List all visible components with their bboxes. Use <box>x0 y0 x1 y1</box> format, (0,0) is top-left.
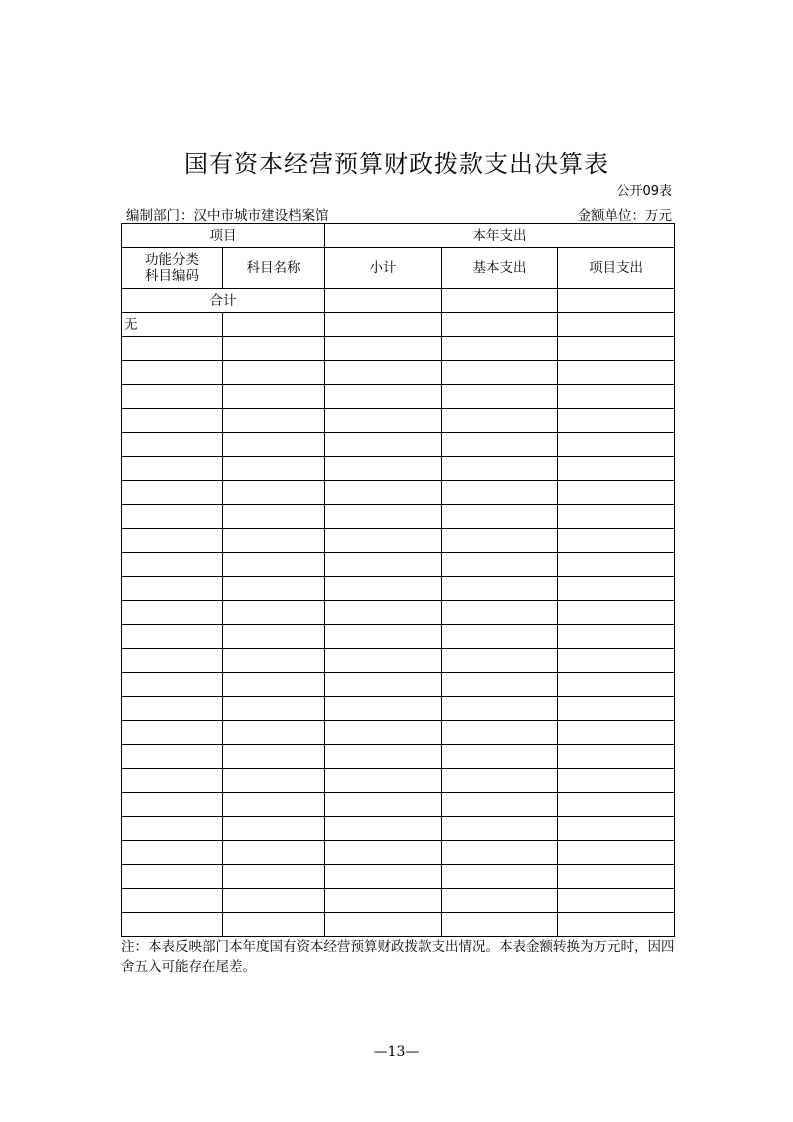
table-row <box>122 481 675 505</box>
table-row <box>122 769 675 793</box>
table-cell <box>325 361 442 385</box>
table-cell <box>223 361 325 385</box>
table-cell <box>122 721 223 745</box>
footnote: 注：本表反映部门本年度国有资本经营预算财政拨款支出情况。本表金额转换为万元时，因四舍五入可能存在尾差。 <box>121 939 675 975</box>
table-row <box>122 505 675 529</box>
table-cell <box>223 601 325 625</box>
table-cell <box>223 817 325 841</box>
page-number: —13— <box>373 1044 420 1060</box>
table-cell <box>223 433 325 457</box>
table-cell <box>122 841 223 865</box>
table-row <box>122 625 675 649</box>
table-cell <box>442 649 558 673</box>
table-cell <box>223 673 325 697</box>
table-cell <box>442 721 558 745</box>
table-total-row <box>122 289 675 313</box>
table-row <box>122 577 675 601</box>
table-cell <box>558 457 675 481</box>
header-basic: 基本支出 <box>442 248 558 289</box>
table-cell <box>223 529 325 553</box>
table-row <box>122 673 675 697</box>
table-cell <box>223 337 325 361</box>
table-cell <box>223 625 325 649</box>
table-cell <box>122 673 223 697</box>
unit-label: 金额单位：万元 <box>577 208 672 224</box>
table-cell <box>122 337 223 361</box>
table-cell <box>558 433 675 457</box>
table-cell <box>325 529 442 553</box>
table-cell <box>442 841 558 865</box>
table-row <box>122 385 675 409</box>
page-title: 国有资本经营预算财政拨款支出决算表 <box>184 150 609 178</box>
table-cell <box>558 481 675 505</box>
table-cell <box>122 745 223 769</box>
header-name: 科目名称 <box>223 248 325 289</box>
table-cell <box>558 505 675 529</box>
table-cell <box>122 457 223 481</box>
table-cell <box>558 529 675 553</box>
table-cell <box>325 385 442 409</box>
table-row <box>122 553 675 577</box>
total-label: 合计 <box>122 289 325 313</box>
table-cell <box>442 817 558 841</box>
table-cell <box>325 313 442 337</box>
table-row <box>122 841 675 865</box>
form-number: 公开09表 <box>616 184 672 199</box>
table-cell <box>122 481 223 505</box>
table-cell <box>325 409 442 433</box>
total-subtotal <box>325 289 442 313</box>
table-cell <box>122 577 223 601</box>
table-cell <box>223 697 325 721</box>
table-cell <box>122 913 223 937</box>
table-cell <box>325 505 442 529</box>
table-row <box>122 793 675 817</box>
table-cell <box>442 505 558 529</box>
table-cell <box>442 673 558 697</box>
table-cell <box>325 769 442 793</box>
table-cell <box>558 769 675 793</box>
table-row <box>122 601 675 625</box>
table-cell <box>325 553 442 577</box>
department-label: 编制部门：汉中市城市建设档案馆 <box>126 208 329 224</box>
table-cell <box>558 553 675 577</box>
table-header-row <box>122 224 675 248</box>
table-row <box>122 313 675 337</box>
table-cell <box>325 337 442 361</box>
table-cell <box>223 481 325 505</box>
table-cell <box>325 697 442 721</box>
table-cell <box>223 409 325 433</box>
table-row <box>122 817 675 841</box>
table-cell <box>558 385 675 409</box>
table-cell <box>122 601 223 625</box>
table-cell <box>558 865 675 889</box>
table-row <box>122 889 675 913</box>
table-cell <box>122 697 223 721</box>
expenditure-table <box>121 223 675 937</box>
table-cell <box>325 889 442 913</box>
table-cell <box>325 577 442 601</box>
table-cell <box>442 313 558 337</box>
table-cell <box>442 697 558 721</box>
header-expense: 本年支出 <box>325 224 675 248</box>
empty-rows <box>122 337 675 937</box>
table-cell <box>558 841 675 865</box>
table-cell <box>442 601 558 625</box>
table-cell <box>223 889 325 913</box>
table-cell <box>325 721 442 745</box>
table-cell <box>122 793 223 817</box>
table-cell <box>223 505 325 529</box>
total-project <box>558 289 675 313</box>
table-cell <box>442 913 558 937</box>
table-cell <box>122 625 223 649</box>
table-cell <box>223 553 325 577</box>
table-cell <box>442 433 558 457</box>
table-cell <box>223 769 325 793</box>
table-cell <box>223 313 325 337</box>
table-cell <box>223 913 325 937</box>
table-cell <box>325 841 442 865</box>
table-row <box>122 457 675 481</box>
table-cell <box>223 721 325 745</box>
table-cell <box>558 649 675 673</box>
table-row <box>122 913 675 937</box>
header-project-expense: 项目支出 <box>558 248 675 289</box>
table-cell <box>122 361 223 385</box>
total-basic <box>442 289 558 313</box>
table-row <box>122 865 675 889</box>
table-cell <box>325 745 442 769</box>
table-cell <box>325 481 442 505</box>
table-cell <box>442 889 558 913</box>
table-cell <box>223 865 325 889</box>
table-row <box>122 409 675 433</box>
table-cell <box>325 913 442 937</box>
table-cell <box>223 649 325 673</box>
table-cell <box>558 673 675 697</box>
table-cell <box>442 337 558 361</box>
table-cell <box>558 577 675 601</box>
table-cell <box>558 697 675 721</box>
table-row <box>122 433 675 457</box>
table-cell <box>442 745 558 769</box>
table-cell <box>442 577 558 601</box>
table-cell <box>223 841 325 865</box>
table-cell <box>442 361 558 385</box>
table-cell <box>223 577 325 601</box>
header-subtotal: 小计 <box>325 248 442 289</box>
table-cell <box>558 409 675 433</box>
table-cell <box>122 865 223 889</box>
table-cell <box>558 721 675 745</box>
table-cell <box>558 817 675 841</box>
table-row <box>122 745 675 769</box>
table-cell <box>325 817 442 841</box>
table-cell: 无 <box>122 313 223 337</box>
table-cell <box>325 673 442 697</box>
table-cell <box>122 529 223 553</box>
table-subheader-row <box>122 248 675 289</box>
table-cell <box>122 409 223 433</box>
table-cell <box>558 625 675 649</box>
table-cell <box>442 409 558 433</box>
table-row <box>122 649 675 673</box>
table-cell <box>122 553 223 577</box>
table-cell <box>558 361 675 385</box>
table-cell <box>442 553 558 577</box>
table-cell <box>325 793 442 817</box>
table-cell <box>122 817 223 841</box>
table-cell <box>442 457 558 481</box>
table-cell <box>325 625 442 649</box>
table-cell <box>122 889 223 913</box>
table-cell <box>122 505 223 529</box>
table-cell <box>442 769 558 793</box>
table-cell <box>325 865 442 889</box>
table-cell <box>442 625 558 649</box>
table-row <box>122 529 675 553</box>
table-cell <box>442 793 558 817</box>
table-cell <box>442 529 558 553</box>
table-cell <box>223 793 325 817</box>
header-code: 功能分类 科目编码 <box>122 248 223 289</box>
table-cell <box>325 601 442 625</box>
table-cell <box>122 769 223 793</box>
table-cell <box>558 313 675 337</box>
table-cell <box>558 913 675 937</box>
table-cell <box>325 433 442 457</box>
table-cell <box>122 385 223 409</box>
table-cell <box>325 457 442 481</box>
table-row <box>122 361 675 385</box>
table-cell <box>122 433 223 457</box>
table-cell <box>442 865 558 889</box>
table-row <box>122 721 675 745</box>
table-row <box>122 337 675 361</box>
table-cell <box>122 649 223 673</box>
table-cell <box>558 601 675 625</box>
table-cell <box>558 793 675 817</box>
table-row <box>122 697 675 721</box>
table-cell <box>223 457 325 481</box>
table-cell <box>442 481 558 505</box>
table-cell <box>223 745 325 769</box>
table-cell <box>558 745 675 769</box>
table-cell <box>325 649 442 673</box>
table-cell <box>558 889 675 913</box>
header-project: 项目 <box>122 224 325 248</box>
table-cell <box>223 385 325 409</box>
table-cell <box>442 385 558 409</box>
table-cell <box>558 337 675 361</box>
